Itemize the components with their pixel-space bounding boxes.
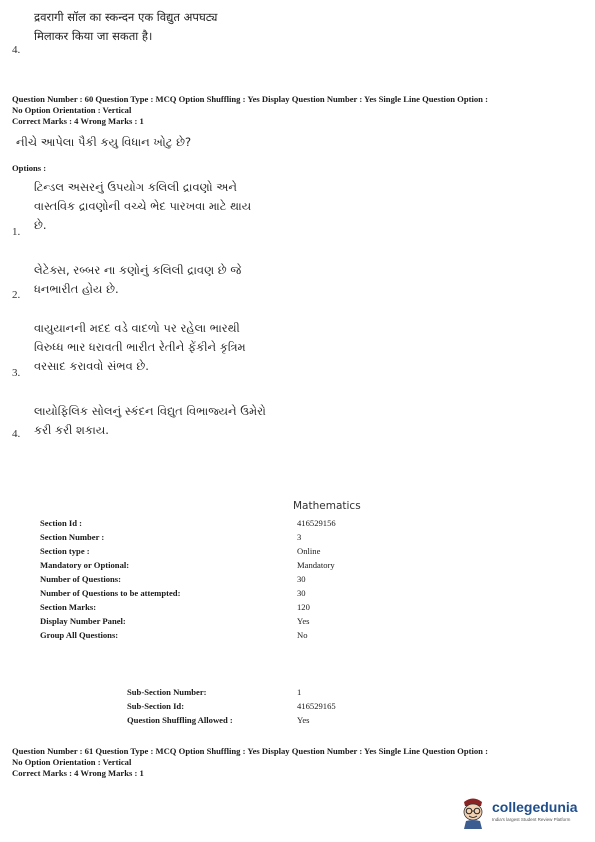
- option-2-number: 2.: [12, 289, 21, 301]
- section-row: Number of Questions to be attempted: 30: [40, 588, 306, 598]
- section-row: Mandatory or Optional: Mandatory: [40, 560, 335, 570]
- brand-tagline: India's largest Student Review Platform: [492, 817, 571, 822]
- option-4-number: 4.: [12, 428, 21, 440]
- q60-header: Question Number : 60 Question Type : MCQ Option Shuffling : Yes Display Question Number : Yes Single Line Question Option : No Option Orientation : Vertical Correct Marks : 4 Wrong Marks : 1: [12, 94, 488, 126]
- option-3-text: વાયુયાનની મદદ વડે વાદળો પર રહેલા ભારથી વિરુધ્ધ ભાર ધરાવતી ભારીત રેતીને ફેંકીને કૃત્રિમ વરસાદ કરાવવો સંભવ છે.: [34, 321, 246, 373]
- option-2-text: લેટેક્સ, રબ્બર ના કણોનું કલિલી દ્રાવણ છે જે ધનભારીત હોય છે.: [34, 263, 242, 296]
- section-row: Section Id : 416529156: [40, 518, 336, 528]
- section-row: Group All Questions: No: [40, 630, 308, 640]
- section-row: Section type : Online: [40, 546, 321, 556]
- option-4-text: લાયોફિલિક સોલનું સ્કંદન વિદ્યુત વિભાજ્યને ઉમેરો કરી કરી શકાય.: [34, 404, 266, 437]
- section-row: Display Number Panel: Yes: [40, 616, 310, 626]
- collegedunia-logo: [458, 795, 588, 829]
- subsection-row: Question Shuffling Allowed : Yes: [127, 715, 310, 725]
- section-row: Section Marks: 120: [40, 602, 310, 612]
- section-row: Number of Questions: 30: [40, 574, 306, 584]
- q61-header: Question Number : 61 Question Type : MCQ Option Shuffling : Yes Display Question Number : Yes Single Line Question Option : No Option Orientation : Vertical Correct Marks : 4 Wrong Marks : 1: [12, 746, 488, 778]
- prev-option-4-number: 4.: [12, 44, 21, 56]
- option-3-number: 3.: [12, 367, 21, 379]
- q60-question-text: નીચે આપેલા પૈકી કયુ વિધાન ખોટુ છે?: [16, 135, 192, 149]
- options-label: Options :: [12, 163, 47, 173]
- subsection-row: Sub-Section Id: 416529165: [127, 701, 336, 711]
- brand-name: collegedunia: [492, 799, 578, 815]
- section-info-table: [0, 518, 595, 648]
- option-1-text: ટિન્ડલ અસરનું ઉપયોગ કલિલી દ્રાવણો અને વાસ્તવિક દ્રાવણોની વચ્ચે ભેદ પારખવા માટે થાય છે.: [34, 180, 252, 232]
- section-title: Mathematics: [293, 500, 361, 512]
- subsection-info-table: [0, 687, 595, 731]
- option-1-number: 1.: [12, 226, 21, 238]
- mascot-icon: [458, 795, 488, 829]
- section-row: Section Number : 3: [40, 532, 302, 542]
- subsection-row: Sub-Section Number: 1: [127, 687, 302, 697]
- prev-option-4-text: द्रवरागी सॉल का स्कन्दन एक विद्युत अपघट्य मिलाकर किया जा सकता है।: [34, 10, 218, 43]
